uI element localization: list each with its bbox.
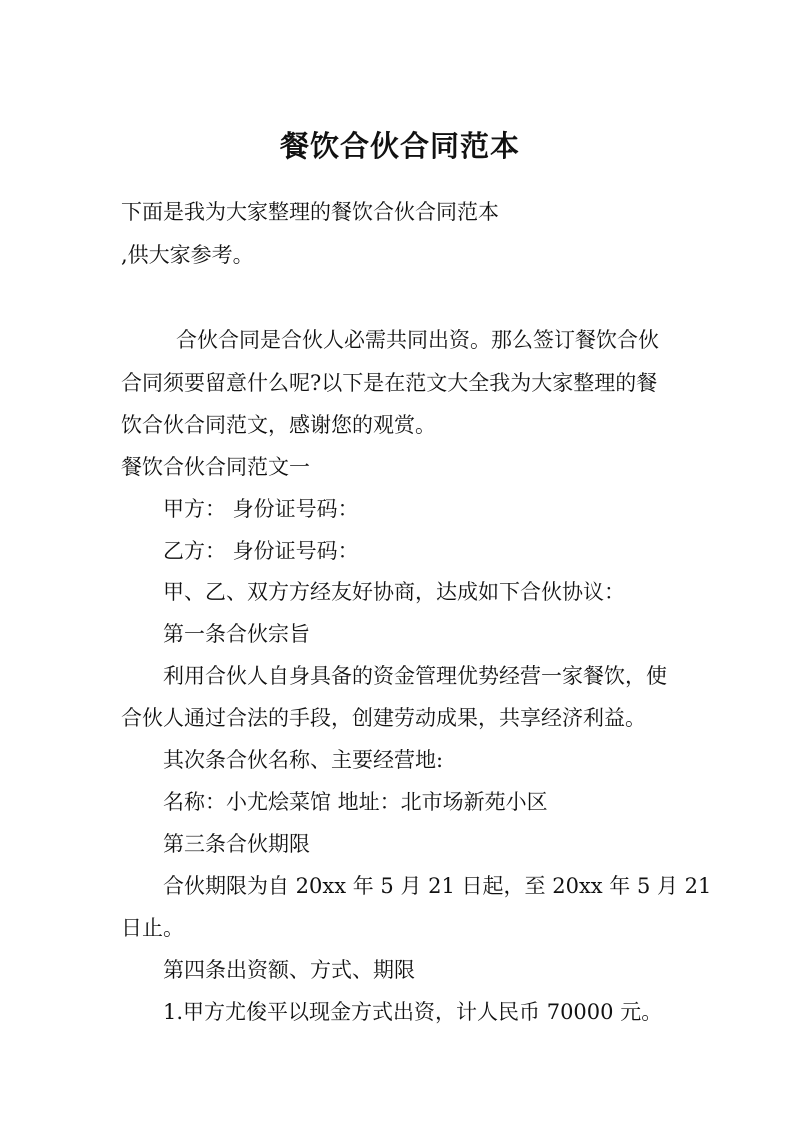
- section-title: 餐饮合伙合同范文一: [121, 455, 310, 479]
- article-1-line-2: 合伙人通过合法的手段，创建劳动成果，共享经济利益。: [121, 706, 646, 730]
- article-4-title: 第四条出资额、方式、期限: [163, 958, 415, 982]
- article-3-title: 第三条合伙期限: [163, 832, 310, 856]
- agreement-line: 甲、乙、双方方经友好协商，达成如下合伙协议：: [163, 580, 625, 604]
- intro-line-2: ,供大家参考。: [121, 243, 254, 267]
- party-b-line: 乙方： 身份证号码：: [163, 539, 359, 563]
- article-1-title: 第一条合伙宗旨: [163, 622, 310, 646]
- intro-line-1: 下面是我为大家整理的餐饮合伙合同范本: [121, 200, 499, 224]
- party-a-line: 甲方： 身份证号码：: [163, 497, 359, 521]
- article-3-line-1: 合伙期限为自 20xx 年 5 月 21 日起，至 20xx 年 5 月 21: [163, 874, 712, 898]
- article-3-line-2: 日止。: [121, 916, 184, 940]
- paragraph-line-2: 合同须要留意什么呢?以下是在范文大全我为大家整理的餐: [121, 371, 658, 395]
- page-title: 餐饮合伙合同范本: [279, 129, 520, 163]
- paragraph-line-3: 饮合伙合同范文，感谢您的观赏。: [121, 413, 436, 437]
- article-4-item-1: 1.甲方尤俊平以现金方式出资，计人民币 70000 元。: [163, 1000, 663, 1024]
- article-1-line-1: 利用合伙人自身具备的资金管理优势经营一家餐饮，使: [163, 664, 667, 688]
- paragraph-line-1: 合伙合同是合伙人必需共同出资。那么签订餐饮合伙: [176, 328, 659, 352]
- article-2-body: 名称：小尤烩菜馆 地址：北市场新苑小区: [163, 790, 548, 814]
- article-2-title: 其次条合伙名称、主要经营地:: [163, 748, 444, 772]
